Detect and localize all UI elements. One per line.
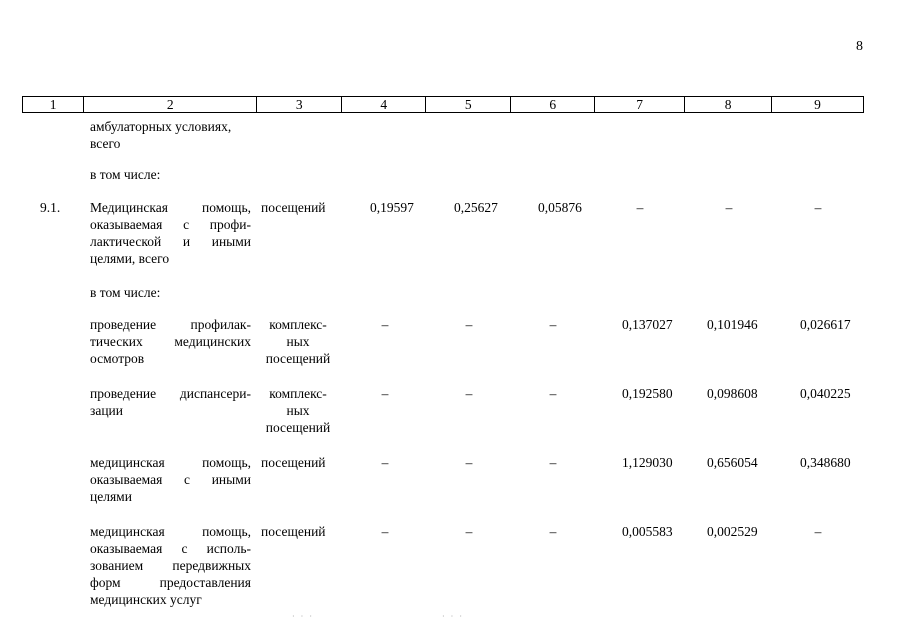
row-1-name-line-2: тических медицинских: [90, 334, 251, 349]
row-3-col-9: 0,348680: [800, 455, 851, 470]
row-9-1-col-7: –: [636, 200, 644, 215]
row-2-unit-line-1: комплекс-: [269, 386, 327, 401]
row-2-col-4: –: [381, 386, 389, 401]
row-4-col-8: 0,002529: [707, 524, 758, 539]
row-1-col-8: 0,101946: [707, 317, 758, 332]
row-2-col-7: 0,192580: [622, 386, 673, 401]
table-header-row: [22, 96, 864, 113]
row-4-name-line-2: оказываемая с исполь-: [90, 541, 251, 556]
row-4-col-4: –: [381, 524, 389, 539]
row-1-name-line-3: осмотров: [90, 351, 145, 366]
row-2-unit-line-2: ных: [286, 403, 310, 418]
row-9-1-col-6: 0,05876: [538, 200, 582, 215]
header-col-4: 4: [342, 97, 426, 112]
row-1-unit-line-2: ных: [286, 334, 310, 349]
header-col-9: 9: [814, 97, 821, 112]
row-9-1-col-4: 0,19597: [370, 200, 414, 215]
row-9-1-name-line-1: Медицинская помощь,: [90, 200, 251, 215]
row-2-unit-line-3: посещений: [265, 420, 331, 435]
row-4-name-line-4: форм предоставления: [90, 575, 251, 590]
row-3-col-8: 0,656054: [707, 455, 758, 470]
row-1-unit-line-3: посещений: [265, 351, 331, 366]
page-number: 8: [856, 39, 863, 54]
header-col-1: 1: [23, 97, 84, 112]
intro-including: в том числе:: [90, 167, 161, 182]
row-1-col-7: 0,137027: [622, 317, 673, 332]
intro-line-1: амбулаторных условиях,: [90, 119, 232, 134]
row-2-col-5: –: [465, 386, 473, 401]
header-col-8: 8: [685, 97, 772, 112]
row-3-name-line-3: целями: [90, 489, 132, 504]
row-9-1-col-9: –: [814, 200, 822, 215]
header-col-7: 7: [595, 97, 685, 112]
row-3-name-line-2: оказываемая с иными: [90, 472, 251, 487]
row-4-unit: посещений: [261, 524, 326, 539]
row-2-col-9: 0,040225: [800, 386, 851, 401]
row-3-col-5: –: [465, 455, 473, 470]
row-1-name-line-1: проведение профилак-: [90, 317, 251, 332]
row-9-1-name-line-3: лактической и иными: [90, 234, 251, 249]
scan-artifact: · · ·: [442, 612, 464, 621]
row-4-col-5: –: [465, 524, 473, 539]
scan-artifact: · · ·: [292, 612, 314, 621]
row-9-1-col-8: –: [725, 200, 733, 215]
row-9-1-number: 9.1.: [40, 200, 61, 215]
row-3-name-line-1: медицинская помощь,: [90, 455, 251, 470]
row-1-col-9: 0,026617: [800, 317, 851, 332]
row-3-col-4: –: [381, 455, 389, 470]
intro-line-2: всего: [90, 136, 121, 151]
row-2-col-8: 0,098608: [707, 386, 758, 401]
header-col-6: 6: [511, 97, 595, 112]
row-3-col-7: 1,129030: [622, 455, 673, 470]
row-9-1-name-line-2: оказываемая с профи-: [90, 217, 251, 232]
row-1-col-4: –: [381, 317, 389, 332]
row-1-col-5: –: [465, 317, 473, 332]
row-4-col-9: –: [814, 524, 822, 539]
row-2-name-line-2: зации: [90, 403, 123, 418]
header-col-5: 5: [426, 97, 511, 112]
row-4-name-line-1: медицинская помощь,: [90, 524, 251, 539]
row-1-unit-line-1: комплекс-: [269, 317, 327, 332]
row-2-col-6: –: [549, 386, 557, 401]
row-9-1-including: в том числе:: [90, 285, 161, 300]
row-3-unit: посещений: [261, 455, 326, 470]
row-9-1-unit: посещений: [261, 200, 326, 215]
row-3-col-6: –: [549, 455, 557, 470]
row-4-col-7: 0,005583: [622, 524, 673, 539]
row-1-col-6: –: [549, 317, 557, 332]
row-4-col-6: –: [549, 524, 557, 539]
row-9-1-name-line-4: целями, всего: [90, 251, 170, 266]
header-col-3: 3: [257, 97, 342, 112]
row-4-name-line-3: зованием передвижных: [90, 558, 251, 573]
row-4-name-line-5: медицинских услуг: [90, 592, 202, 607]
row-9-1-col-5: 0,25627: [454, 200, 498, 215]
row-2-name-line-1: проведение диспансери-: [90, 386, 251, 401]
header-col-2: 2: [84, 97, 257, 112]
